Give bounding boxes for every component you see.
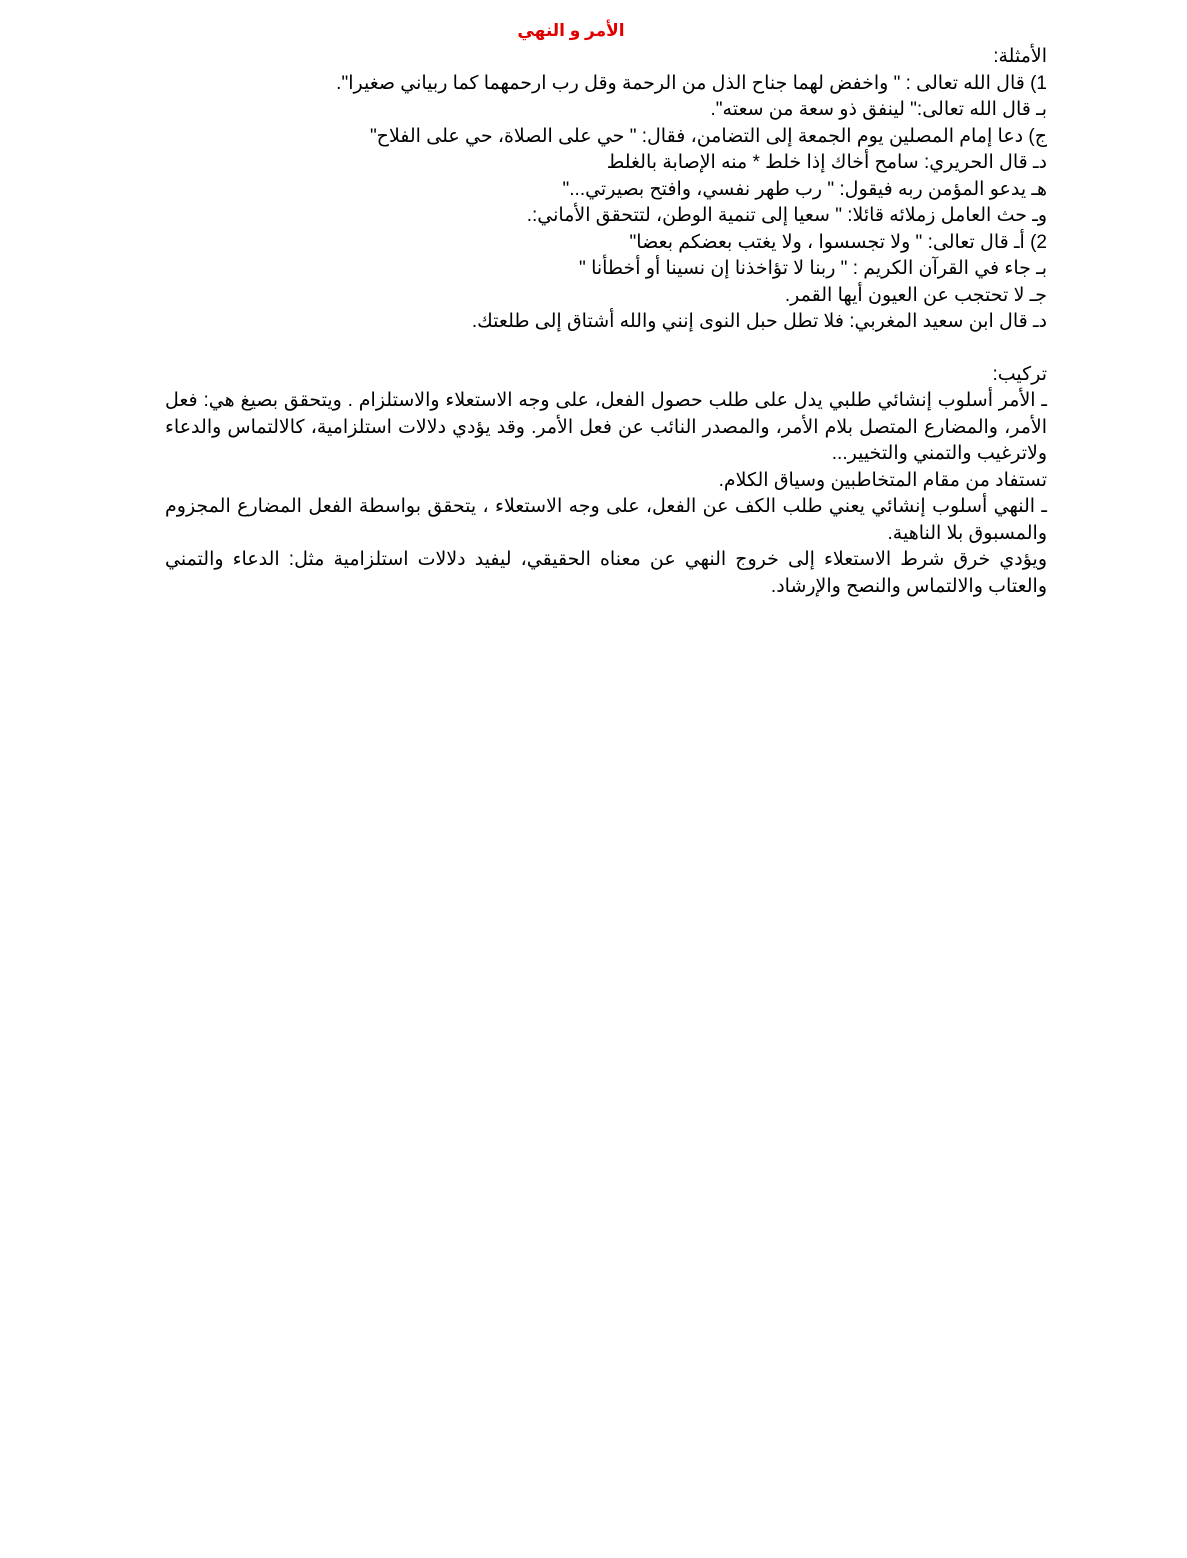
example-line: ج) دعا إمام المصلين يوم الجمعة إلى التضامن، فقال: " حي على الصلاة، حي على الفلاح"	[369, 125, 1047, 147]
example-line: دـ قال ابن سعيد المغربي: فلا تطل حبل النوى إنني والله أشتاق إلى طلعتك.	[471, 311, 1047, 332]
example-line: دـ قال الحريري: سامح أخاك إذا خلط * منه الإصابة بالغلط	[606, 152, 1047, 173]
examples-heading: الأمثلة:	[993, 46, 1047, 67]
document-title: الأمر و النهي	[517, 21, 625, 40]
example-line: بـ قال الله تعالى:" لينفق ذو سعة من سعته".	[710, 99, 1047, 120]
synthesis-paragraph: ـ النهي أسلوب إنشائي يعني طلب الكف عن الفعل، على وجه الاستعلاء ، يتحقق بواسطة الفعل المضارع المجزوم والمسبوق بلا الناهية.	[165, 496, 1047, 544]
synthesis-paragraph: تستفاد من مقام المتخاطبين وسياق الكلام.	[718, 469, 1047, 491]
spacer	[165, 336, 1047, 362]
example-line: بـ جاء في القرآن الكريم : " ربنا لا تؤاخذنا إن نسينا أو أخطأنا "	[579, 258, 1047, 279]
example-line: هـ يدعو المؤمن ربه فيقول: " رب طهر نفسي، وافتح بصيرتي..."	[562, 178, 1047, 200]
example-line: 2) أـ قال تعالى: " ولا تجسسوا ، ولا يغتب بعضكم بعضا"	[629, 231, 1047, 253]
document-page	[165, 18, 1047, 600]
example-line: وـ حث العامل زملائه قائلا: " سعيا إلى تنمية الوطن، لتتحقق الأماني:.	[526, 205, 1047, 226]
synthesis-paragraph: ـ الأمر أسلوب إنشائي طلبي يدل على طلب حصول الفعل، على وجه الاستعلاء والاستلزام . ويتحقق بصيغ هي: فعل الأمر، والمضارع المتصل بلام الأمر، والمصدر النائب عن فعل الأمر. وقد يؤدي دلالات استلزامية، كالالتماس والدعاء ولاترغيب والتمني والتخيير...	[165, 390, 1047, 464]
synthesis-heading: تركيب:	[992, 363, 1047, 385]
example-line: 1) قال الله تعالى : " واخفض لهما جناح الذل من الرحمة وقل رب ارحمهما كما ربياني صغيرا".	[336, 72, 1047, 94]
synthesis-paragraph: ويؤدي خرق شرط الاستعلاء إلى خروج النهي عن معناه الحقيقي، ليفيد دلالات استلزامية مثل: الدعاء والتمني والعتاب والالتماس والنصح والإرشاد.	[165, 549, 1047, 597]
example-line: جـ لا تحتجب عن العيون أيها القمر.	[784, 284, 1047, 306]
